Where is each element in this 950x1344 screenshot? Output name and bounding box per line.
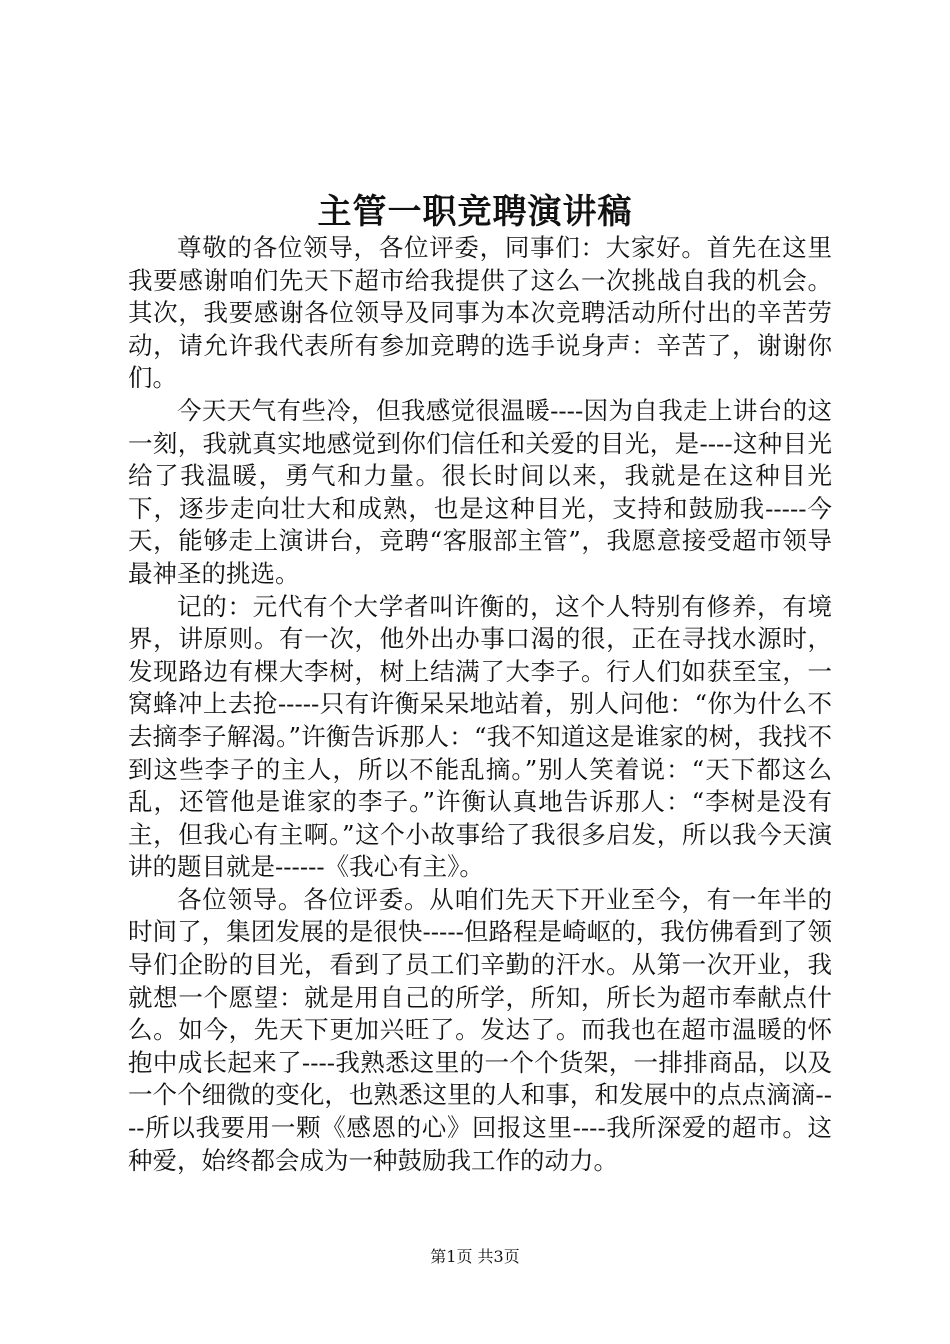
paragraph-greeting: 尊敬的各位领导，各位评委，同事们：大家好。首先在这里我要感谢咱们先天下超市给我提供了这么一次挑战自我的机会。其次，我要感谢各位领导及同事为本次竞聘活动所付出的辛苦劳动，请允许我代表所有参加竞聘的选手说身声：辛苦了，谢谢你们。	[128, 233, 832, 393]
page-footer: 第1页 共3页	[430, 1247, 520, 1266]
paragraph-gratitude: 各位领导。各位评委。从咱们先天下开业至今，有一年半的时间了，集团发展的是很快-----但路程是崎岖的，我仿佛看到了领导们企盼的目光，看到了员工们辛勤的汗水。从第一次开业，我就想一个愿望：就是用自己的所学，所知，所长为超市奉献点什么。如今，先天下更加兴旺了。发达了。而我也在超市温暖的怀抱中成长起来了----我熟悉这里的一个个货架，一排排商品，以及一个个细微的变化，也熟悉这里的人和事，和发展中的点点滴滴----所以我要用一颗《感恩的心》回报这里----我所深爱的超市。这种爱，始终都会成为一种鼓励我工作的动力。	[128, 884, 832, 1175]
paragraph-story: 记的：元代有个大学者叫许衡的，这个人特别有修养，有境界，讲原则。有一次，他外出办事口渴的很，正在寻找水源时，发现路边有棵大李树，树上结满了大李子。行人们如获至宝，一窝蜂冲上去抢-----只有许衡呆呆地站着，别人问他：“你为什么不去摘李子解渴。”许衡告诉那人：“我不知道这是谁家的树，我找不到这些李子的主人，所以不能乱摘。”别人笑着说：“天下都这么乱，还管他是谁家的李子。”许衡认真地告诉那人：“李树是没有主，但我心有主啊。”这个小故事给了我很多启发，所以我今天演讲的题目就是------《我心有主》。	[128, 591, 832, 882]
paragraph-weather: 今天天气有些冷，但我感觉很温暖----因为自我走上讲台的这一刻，我就真实地感觉到你们信任和关爱的目光，是----这种目光给了我温暖，勇气和力量。很长时间以来，我就是在这种目光下，逐步走向壮大和成熟，也是这种目光，支持和鼓励我-----今天，能够走上演讲台，竞聘“客服部主管”，我愿意接受超市领导最神圣的挑选。	[128, 395, 832, 588]
document-title: 主管一职竞聘演讲稿	[317, 192, 633, 232]
document-body	[128, 232, 832, 1177]
